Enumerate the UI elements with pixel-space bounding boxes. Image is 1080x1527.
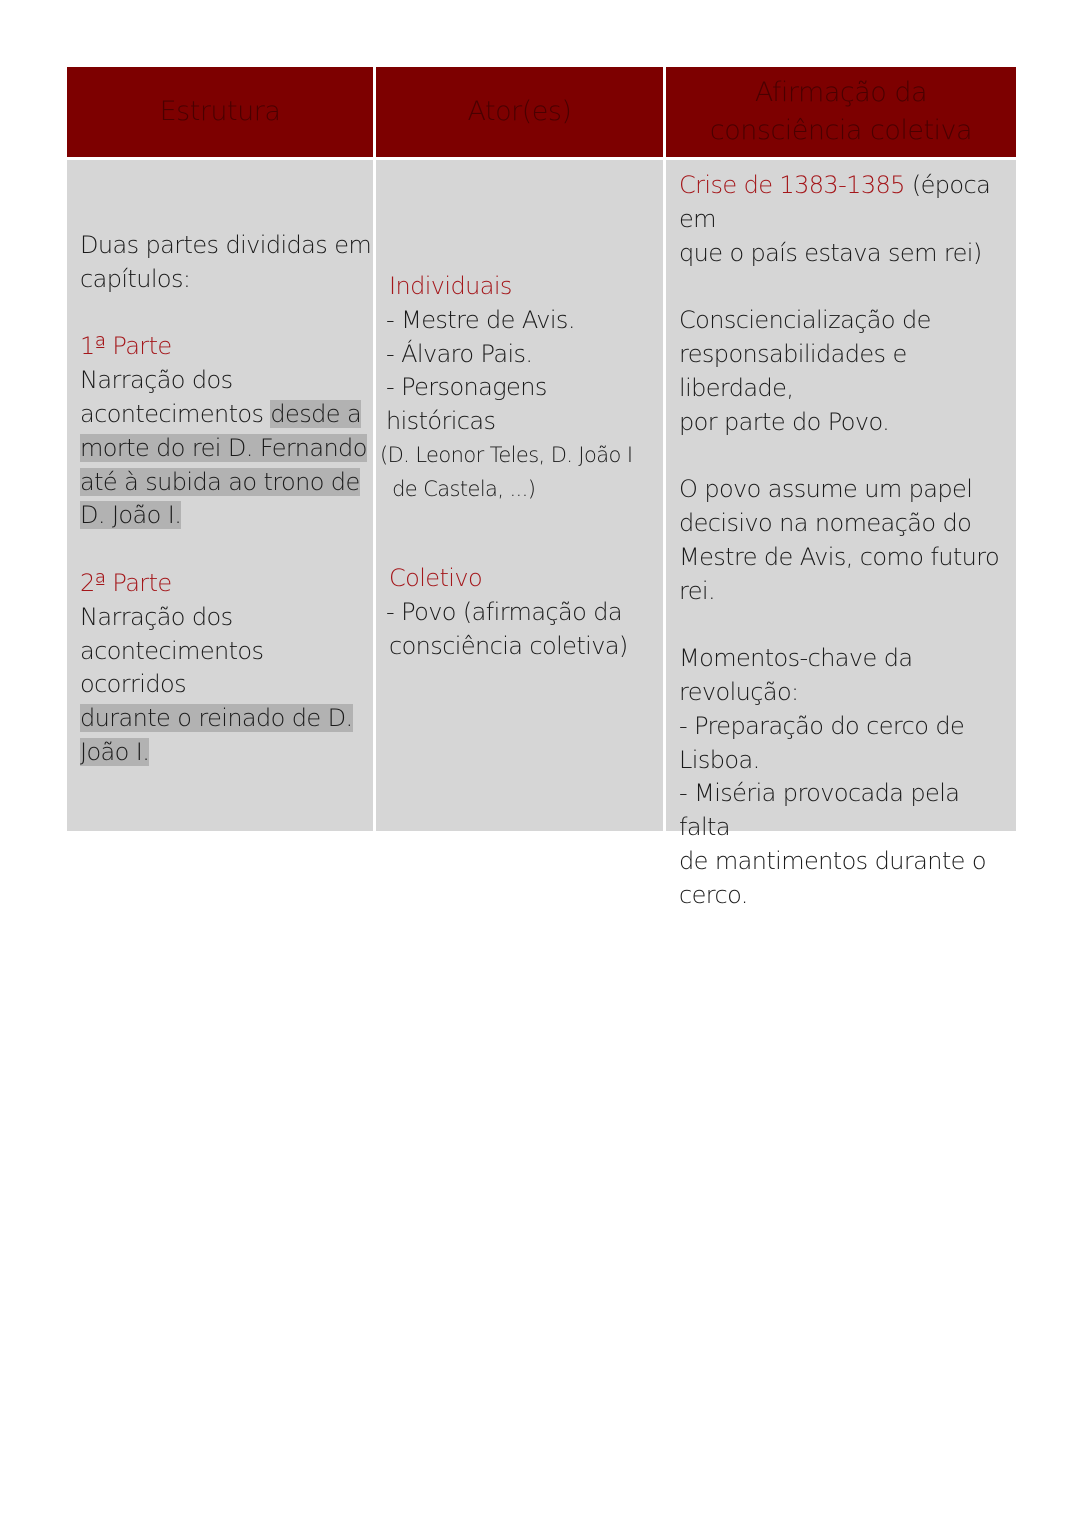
- parte1-line1: Narração dos: [80, 366, 233, 395]
- momentos-line4: Lisboa.: [679, 745, 760, 774]
- parte2-line2: acontecimentos ocorridos: [80, 636, 264, 699]
- coletivo-line1: - Povo (afirmação da: [386, 598, 622, 627]
- parte2-highlight-b: João I.: [80, 737, 150, 766]
- parte2-line1: Narração dos: [80, 602, 233, 631]
- momentos-line6: de mantimentos durante o: [679, 846, 986, 875]
- povo-line4: rei.: [679, 576, 716, 605]
- parte1-highlight-c: até à subida ao trono de: [80, 467, 360, 496]
- cell-consciencia: [666, 160, 1016, 909]
- parte2-line3: [80, 702, 373, 736]
- summary-table: [67, 67, 1016, 909]
- header-estrutura: Estrutura: [67, 67, 373, 157]
- parte1-line2: [80, 398, 373, 432]
- parte2-highlight-a: durante o reinado de D.: [80, 704, 353, 733]
- header-atores: Ator(es): [376, 67, 663, 157]
- estrutura-intro-line2: capítulos:: [80, 264, 191, 293]
- parte1-highlight-a: desde a: [270, 399, 362, 428]
- ator-item-mestre: - Mestre de Avis.: [386, 305, 575, 334]
- consc-line3: por parte do Povo.: [679, 407, 890, 436]
- estrutura-intro-line1: Duas partes divididas em: [80, 231, 372, 259]
- table-body-row: [67, 160, 1016, 909]
- table-header-row: [67, 67, 1016, 157]
- parte2-title: 2ª Parte: [80, 568, 172, 597]
- povo-line1: O povo assume um papel: [679, 475, 973, 504]
- individuais-title: Individuais: [389, 272, 512, 300]
- header-consciencia: [666, 67, 1016, 157]
- coletivo-line2: consciência coletiva): [389, 631, 628, 660]
- crise-line2: que o país estava sem rei): [679, 238, 982, 267]
- povo-line3: Mestre de Avis, como futuro: [679, 542, 1000, 571]
- momentos-line7: cerco.: [679, 880, 748, 909]
- parte1-line3: [80, 432, 373, 466]
- momentos-line3: - Preparação do cerco de: [679, 711, 965, 740]
- momentos-line1: Momentos-chave da: [679, 644, 913, 673]
- crise-title: Crise de 1383-1385: [679, 171, 905, 199]
- parte1-title: 1ª Parte: [80, 332, 172, 361]
- povo-line2: decisivo na nomeação do: [679, 508, 972, 537]
- consc-line2: responsabilidades e liberdade,: [679, 339, 907, 402]
- parte1-line2a: acontecimentos: [80, 399, 271, 428]
- crise-rest: (época em: [679, 171, 991, 233]
- momentos-line2: revolução:: [679, 677, 799, 706]
- consc-line1: Consciencialização de: [679, 306, 931, 335]
- crise-line1: [679, 169, 1016, 237]
- momentos-line5: - Miséria provocada pela falta: [679, 779, 960, 842]
- cell-estrutura: [67, 160, 373, 831]
- cell-atores: [376, 160, 663, 831]
- parte1-line5: [80, 499, 373, 533]
- parte2-line4: [80, 736, 373, 770]
- parte1-highlight-d: D. João I.: [80, 501, 182, 530]
- ator-note-line1: (D. Leonor Teles, D. João I: [380, 442, 633, 467]
- header-consciencia-label: Afirmação da consciência coletiva: [709, 77, 973, 146]
- parte1-line4: [80, 466, 373, 500]
- ator-item-alvaro: - Álvaro Pais.: [386, 339, 533, 368]
- coletivo-title: Coletivo: [389, 564, 483, 593]
- ator-item-personagens: - Personagens históricas: [386, 373, 547, 436]
- parte1-highlight-b: morte do rei D. Fernando: [80, 433, 367, 462]
- ator-note-line2: de Castela, ...): [386, 476, 536, 501]
